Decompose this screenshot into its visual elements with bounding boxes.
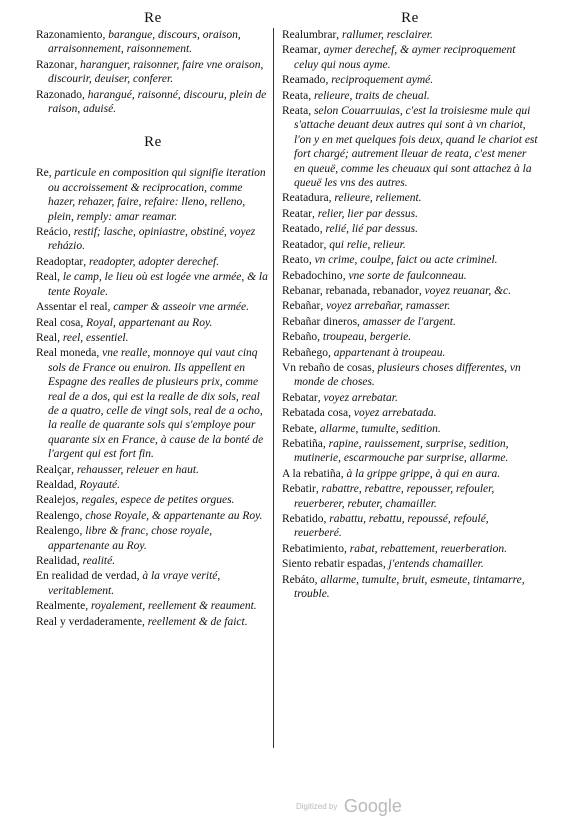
dictionary-entry [282, 28, 538, 42]
dictionary-entry [282, 207, 538, 221]
entry-headword: A la rebatiña [282, 467, 341, 480]
dictionary-entry [36, 88, 270, 117]
entry-definition: , reciproquement aymé. [325, 74, 434, 87]
entry-definition: , allarme, tumulte, bruit, esmeute, tintamarre, trouble. [294, 573, 525, 601]
dictionary-entry [282, 482, 538, 511]
entry-headword: Rebaño [282, 331, 318, 344]
entry-headword: Rebáto [282, 573, 315, 586]
dictionary-entry [36, 346, 270, 461]
entry-headword: Real cosa [36, 316, 81, 329]
entry-definition: , qui relie, relieur. [323, 238, 406, 251]
dictionary-entry [282, 406, 538, 420]
column-divider [273, 28, 274, 748]
entry-headword: Assentar el real [36, 301, 108, 314]
dictionary-entry [36, 509, 270, 523]
entry-headword: Rebatimiento [282, 542, 344, 555]
entry-definition: , Royauté. [73, 478, 120, 491]
entry-definition: , vn crime, coulpe, faict ou acte criminel. [308, 254, 498, 267]
entry-headword: Rebadochino [282, 269, 343, 282]
entry-definition: , chose Royale, & appartenante au Roy. [79, 509, 263, 522]
dictionary-entry [282, 346, 538, 360]
entry-headword: Realdad [36, 478, 74, 491]
dictionary-entry [36, 554, 270, 568]
entry-headword: Rebate [282, 422, 314, 435]
dictionary-entry [282, 437, 538, 466]
dictionary-entry [36, 225, 270, 254]
entry-headword: Rebañego [282, 346, 328, 359]
dictionary-entry [36, 478, 270, 492]
google-logo: Google [343, 796, 402, 816]
entry-headword: Rebañar [282, 300, 321, 313]
entry-headword: Reatadura [282, 192, 329, 205]
entry-definition: , restif; lasche, opiniastre, obstiné, voyez reházio. [48, 226, 256, 253]
entry-definition: , relieure, traits de cheual. [308, 89, 430, 102]
entry-headword: Real y verdaderamente [36, 615, 142, 628]
entry-headword: Rebañar dineros [282, 315, 358, 328]
entry-headword: Realejos [36, 494, 76, 507]
entry-definition: , rallumer, resclairer. [336, 29, 433, 41]
dictionary-entry [36, 331, 270, 345]
entry-headword: Realengo [36, 525, 80, 538]
entry-headword: Reata [282, 89, 309, 102]
dictionary-entry [282, 253, 538, 267]
dictionary-entry [282, 284, 538, 298]
entry-definition: , realité. [76, 555, 116, 567]
dictionary-entry [36, 270, 270, 299]
entry-headword: Re, [36, 167, 52, 180]
dictionary-entry [282, 238, 538, 252]
entry-headword: Rebatar [282, 391, 318, 404]
dictionary-entry [282, 391, 538, 405]
entry-headword: Razonamiento [36, 29, 103, 41]
entry-definition: , rehausser, releuer en haut. [71, 463, 199, 476]
entry-definition: , plusieurs choses differentes, vn monde de choses. [294, 361, 521, 389]
dictionary-entry [36, 493, 270, 507]
watermark-prefix: Digitized by [296, 802, 338, 811]
entry-headword: Reatar [282, 207, 313, 220]
entry-headword: Realumbrar [282, 29, 337, 41]
entry-headword: Razonar [36, 58, 75, 71]
dictionary-entry [282, 557, 538, 571]
entry-headword: Realçar [36, 463, 72, 476]
entry-definition: , vne sorte de faulconneau. [342, 269, 467, 282]
entry-definition: , amasser de l'argent. [357, 315, 456, 328]
dictionary-entry [36, 255, 270, 269]
dictionary-entry [36, 569, 270, 598]
entry-headword: Reácio [36, 226, 68, 239]
left-top-entries [36, 28, 270, 116]
entry-definition: , allarme, tumulte, sedition. [313, 422, 441, 435]
dictionary-entry [282, 512, 538, 541]
entry-definition: , j'entends chamailler. [382, 558, 484, 571]
entry-headword: Siento rebatir espadas [282, 558, 383, 571]
entry-headword: Rebatir [282, 483, 316, 496]
entry-definition: , camper & asseoir vne armée. [107, 301, 250, 314]
entry-headword: Realmente [36, 600, 86, 613]
entry-headword: Reato [282, 254, 309, 267]
running-header-left: Re [144, 10, 162, 26]
entry-definition: , barangue, discours, oraison, arraisonnement, raisonnement. [48, 29, 241, 56]
entry-definition: , vne realle, monnoye qui vaut cinq sols de France ou enuiron. Ils appellent en Espagne des realles de plusieurs prix, comme real de a dos, qui est la realle de dix sols, real de a quatro, celle de vingt sols, real de a ocho, la realle de quarante sols qui s'employe pour quarante six en France, à cause de la bonté de l'argent qui est fort fin. [48, 347, 264, 461]
dictionary-entry [282, 573, 538, 602]
entry-headword: Realidad [36, 555, 77, 567]
entry-definition: , rabattre, rebattre, repousser, refouler, reuerberer, rebuter, chamailler. [294, 483, 495, 510]
entry-headword: Readoptar [36, 255, 84, 268]
dictionary-entry [282, 73, 538, 87]
digitized-watermark [296, 796, 402, 817]
entry-definition: , troupeau, bergerie. [317, 331, 412, 344]
entry-headword: Razonado [36, 88, 82, 101]
entry-definition: , relieure, reliement. [328, 192, 422, 205]
entry-definition: , voyez arrebañar, ramasser. [320, 300, 451, 313]
dictionary-entry [282, 422, 538, 436]
dictionary-entry [36, 28, 270, 57]
entry-definition: , reel, essentiel. [57, 331, 129, 344]
entry-headword: Real, [36, 271, 60, 284]
dictionary-entry [36, 316, 270, 330]
entry-headword: Rebatiña [282, 437, 323, 450]
entry-headword: Rebatido [282, 513, 324, 525]
dictionary-entry [36, 524, 270, 553]
entry-definition: , voyez reuanar, &c. [418, 284, 512, 297]
entry-definition: , voyez arrebatada. [348, 407, 437, 420]
dictionary-entry [282, 361, 538, 390]
entry-definition: , harangué, raisonné, discouru, plein de raison, aduisé. [48, 88, 267, 116]
entry-definition: , à la vraye verité, veritablement. [48, 570, 221, 597]
right-column [282, 8, 538, 602]
dictionary-entry [282, 269, 538, 283]
dictionary-entry [282, 315, 538, 329]
dictionary-entry [282, 43, 538, 72]
left-column [36, 8, 270, 630]
entry-headword: Vn rebaño de cosas [282, 361, 372, 374]
entry-definition: , appartenant à troupeau. [327, 346, 446, 359]
entry-definition: , relié, lié par dessus. [319, 223, 418, 236]
dictionary-entry [282, 89, 538, 103]
dictionary-entry [282, 467, 538, 481]
entry-definition: , libre & franc, chose royale, appartenante au Roy. [48, 525, 213, 552]
entry-definition: , regales, espece de petites orgues. [75, 494, 235, 507]
dictionary-entry [36, 615, 270, 629]
dictionary-entry [36, 463, 270, 477]
entry-headword: Rebatada cosa [282, 407, 349, 420]
running-header-right: Re [401, 10, 419, 26]
entry-headword: En realidad de verdad [36, 570, 137, 583]
entry-definition: , royalement, reellement & reaument. [85, 600, 257, 613]
entry-headword: Rebanar, rebanada, rebanador [282, 284, 419, 297]
entry-definition: , readopter, adopter derechef. [83, 255, 220, 268]
entry-definition: , selon Couarruuias, c'est la troisiesme mule qui s'attache deuant deux autres qui sont à vn chariot, l'on y en met quelques fois deux, quand le chariot est fort chargé; autrement lleuar de reata, c'est mener en queuë, comme les cheuaux qui sont attachez à la queuë les vns des autres. [294, 105, 538, 190]
entry-definition: , relier, lier par dessus. [312, 207, 418, 220]
section-header: Re [144, 134, 162, 151]
entry-definition: , aymer derechef, & aymer reciproquement celuy qui nous ayme. [294, 44, 516, 71]
dictionary-entry [282, 299, 538, 313]
entry-definition: , à la grippe grippe, à qui en aura. [340, 467, 501, 480]
entry-headword: Reatador [282, 238, 324, 251]
entry-definition: , rabattu, rebattu, repoussé, refoulé, reuerberé. [294, 513, 489, 540]
entry-headword: Realengo [36, 509, 80, 522]
entry-definition: , haranguer, raisonner, faire vne oraison, discourir, deuiser, conferer. [48, 58, 264, 86]
dictionary-entry [36, 300, 270, 314]
dictionary-entry [282, 104, 538, 190]
entry-headword: Real [36, 331, 58, 344]
entry-headword: Reamado [282, 74, 326, 87]
dictionary-entry [36, 58, 270, 87]
entry-headword: Reatado [282, 223, 320, 236]
dictionary-entry [282, 191, 538, 205]
entry-headword: Reata [282, 105, 309, 118]
entry-definition: , rabat, rebattement, reuerberation. [343, 542, 507, 555]
dictionary-entry [36, 599, 270, 613]
left-entries [36, 166, 270, 629]
entry-definition: , voyez arrebatar. [317, 391, 398, 404]
dictionary-entry [282, 222, 538, 236]
entry-definition: , rapine, rauissement, surprise, sedition, mutinerie, escarmouche par surprise, allarme. [294, 437, 509, 465]
dictionary-entry [282, 542, 538, 556]
entry-definition: le camp, le lieu où est logée vne armée, & la tente Royale. [48, 271, 268, 298]
dictionary-entry [282, 330, 538, 344]
right-entries [282, 28, 538, 601]
entry-definition: particule en composition qui signifie iteration ou accroissement & reciprocation, comme hazer, rehazer, faire, refaire: lleno, relleno, plein, remply: amar reamar. [48, 167, 266, 223]
dictionary-entry [36, 166, 270, 224]
entry-definition: , reellement & de faict. [142, 615, 248, 628]
entry-headword: Real moneda [36, 347, 97, 360]
entry-definition: , Royal, appartenant au Roy. [80, 316, 213, 329]
entry-headword: Reamar [282, 44, 318, 57]
